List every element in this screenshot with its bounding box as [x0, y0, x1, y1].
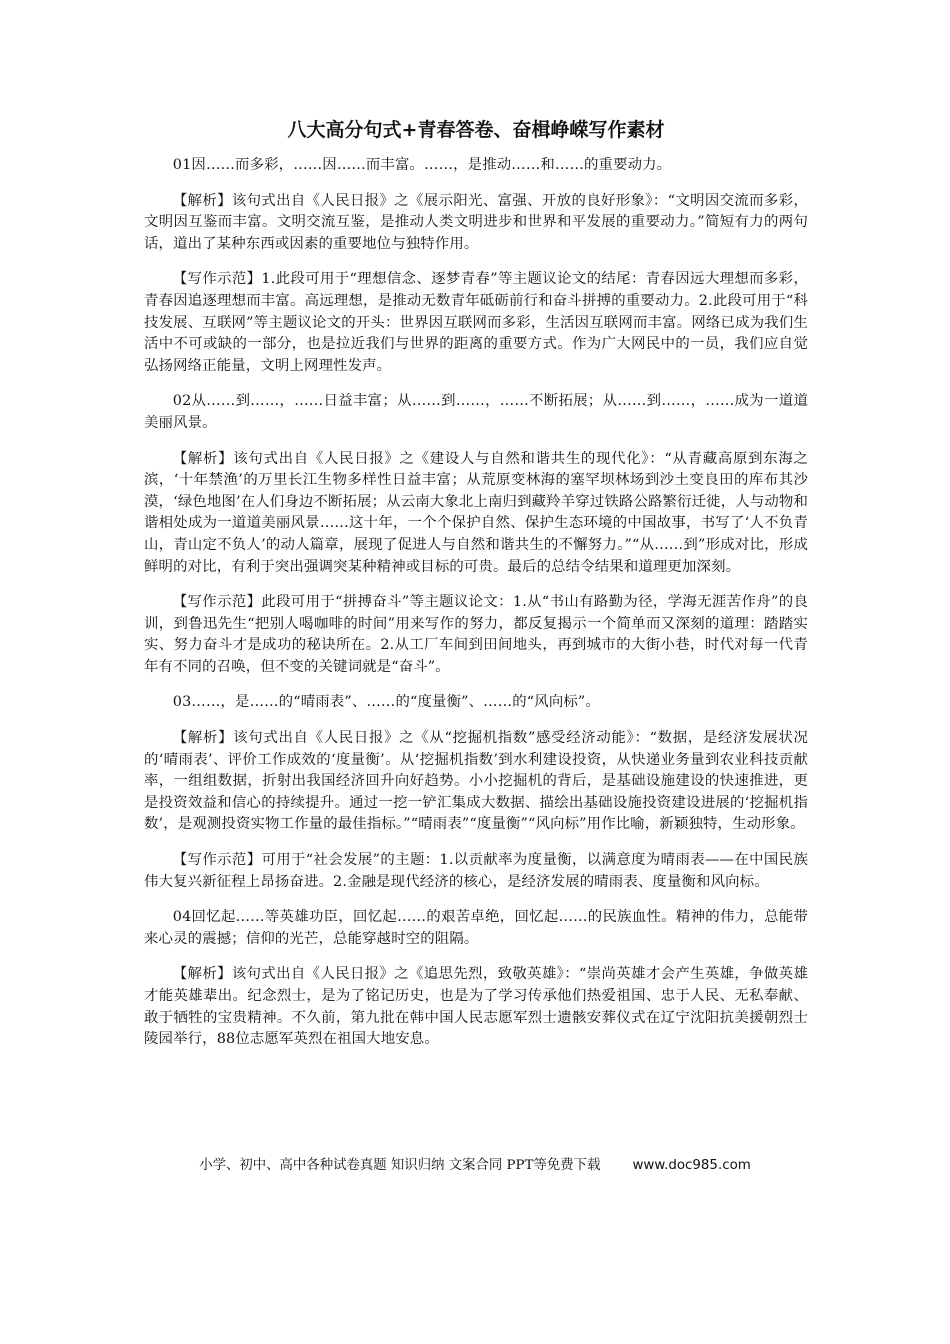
document-body: [144, 117, 808, 1065]
document-title: 八大高分句式+青春答卷、奋楫峥嵘写作素材: [287, 119, 665, 141]
analysis-01: 【解析】该句式出自《人民日报》之《展示阳光、富强、开放的良好形象》：“文明因交流而多彩，文明因互鉴而丰富。文明交流互鉴，是推动人类文明进步和世界和平发展的重要动力。”简短有力的两句话，道出了某种东西或因素的重要地位与独特作用。: [144, 192, 808, 252]
example-03: 【写作示范】可用于“社会发展”的主题：1.以贡献率为度量衡，以满意度为晴雨表——在中国民族伟大复兴新征程上昂扬奋进。2.金融是现代经济的核心，是经济发展的晴雨表、度量衡和风向标。: [144, 852, 808, 890]
pattern-04: 04回忆起……等英雄功臣，回忆起……的艰苦卓绝，回忆起……的民族血性。精神的伟力，总能带来心灵的震撼；信仰的光芒，总能穿越时空的阻隔。: [144, 909, 808, 947]
page-footer: [0, 1157, 950, 1175]
footer-text: 小学、初中、高中各种试卷真题 知识归纳 文案合同 PPT等免费下载: [199, 1158, 601, 1173]
analysis-02: 【解析】该句式出自《人民日报》之《建设人与自然和谐共生的现代化》：“从青藏高原到东海之滨，‘十年禁渔’的万里长江生物多样性日益丰富；从荒原变林海的塞罕坝林场到沙土变良田的库布其沙漠，‘绿色地图’在人们身边不断拓展；从云南大象北上南归到藏羚羊穿过铁路公路繁衍迁徙，人与动物和谐相处成为一道道美丽风景……这十年，一个个保护自然、保护生态环境的中国故事，书写了‘人不负青山，青山定不负人’的动人篇章，展现了促进人与自然和谐共生的不懈努力。”“从……到”形成对比，形成鲜明的对比，有利于突出强调突某种精神或目标的可贵。最后的总结令结果和道理更加深刻。: [144, 450, 808, 575]
pattern-02: 02从……到……，……日益丰富；从……到……，……不断拓展；从……到……，……成为一道道美丽风景。: [144, 393, 808, 431]
analysis-03: 【解析】该句式出自《人民日报》之《从“挖掘机指数”感受经济动能》：“数据，是经济发展状况的‘晴雨表’、评价工作成效的‘度量衡’。从‘挖掘机指数’到水利建设投资，从快递业务量到农业科技贡献率，一组组数据，折射出我国经济回升向好趋势。小小挖掘机的背后，是基础设施建设的快速推进，更是投资效益和信心的持续提升。通过一挖一铲汇集成大数据、描绘出基础设施投资建设进展的‘挖掘机指数’，是观测投资实物工作量的最佳指标。”“晴雨表”“度量衡”“风向标”用作比喻，新颖独特，生动形象。: [144, 730, 808, 833]
footer-url: www.doc985.com: [632, 1158, 751, 1173]
analysis-04: 【解析】该句式出自《人民日报》之《追思先烈，致敬英雄》：“崇尚英雄才会产生英雄，争做英雄才能英雄辈出。纪念烈士，是为了铭记历史，也是为了学习传承他们热爱祖国、忠于人民、无私奉献、敢于牺牲的宝贵精神。不久前，第九批在韩中国人民志愿军烈士遗骸安葬仪式在辽宁沈阳抗美援朝烈士陵园举行，88位志愿军英烈在祖国大地安息。: [144, 966, 808, 1048]
pattern-01: 01因……而多彩，……因……而丰富。……，是推动……和……的重要动力。: [172, 157, 672, 173]
pattern-03: 03……，是……的“晴雨表”、……的“度量衡”、……的“风向标”。: [172, 694, 600, 711]
example-01: 【写作示范】1.此段可用于“理想信念、逐梦青春”等主题议论文的结尾：青春因远大理想而多彩，青春因追逐理想而丰富。高远理想，是推动无数青年砥砺前行和奋斗拼搏的重要动力。2.此段可用于“科技发展、互联网”等主题议论文的开头：世界因互联网而多彩，生活因互联网而丰富。网络已成为我们生活中不可或缺的一部分，也是拉近我们与世界的距离的重要方式。作为广大网民中的一员，我们应自觉弘扬网络正能量，文明上网理性发声。: [144, 271, 808, 374]
example-02: 【写作示范】此段可用于“拼搏奋斗”等主题议论文：1.从“书山有路勤为径，学海无涯苦作舟”的良训，到鲁迅先生“把别人喝咖啡的时间”用来写作的努力，都反复揭示一个简单而又深刻的道理：踏踏实实、努力奋斗才是成功的秘诀所在。2.从工厂车间到田间地头，再到城市的大街小巷，时代对每一代青年有不同的召唤，但不变的关键词就是“奋斗”。: [144, 594, 808, 675]
